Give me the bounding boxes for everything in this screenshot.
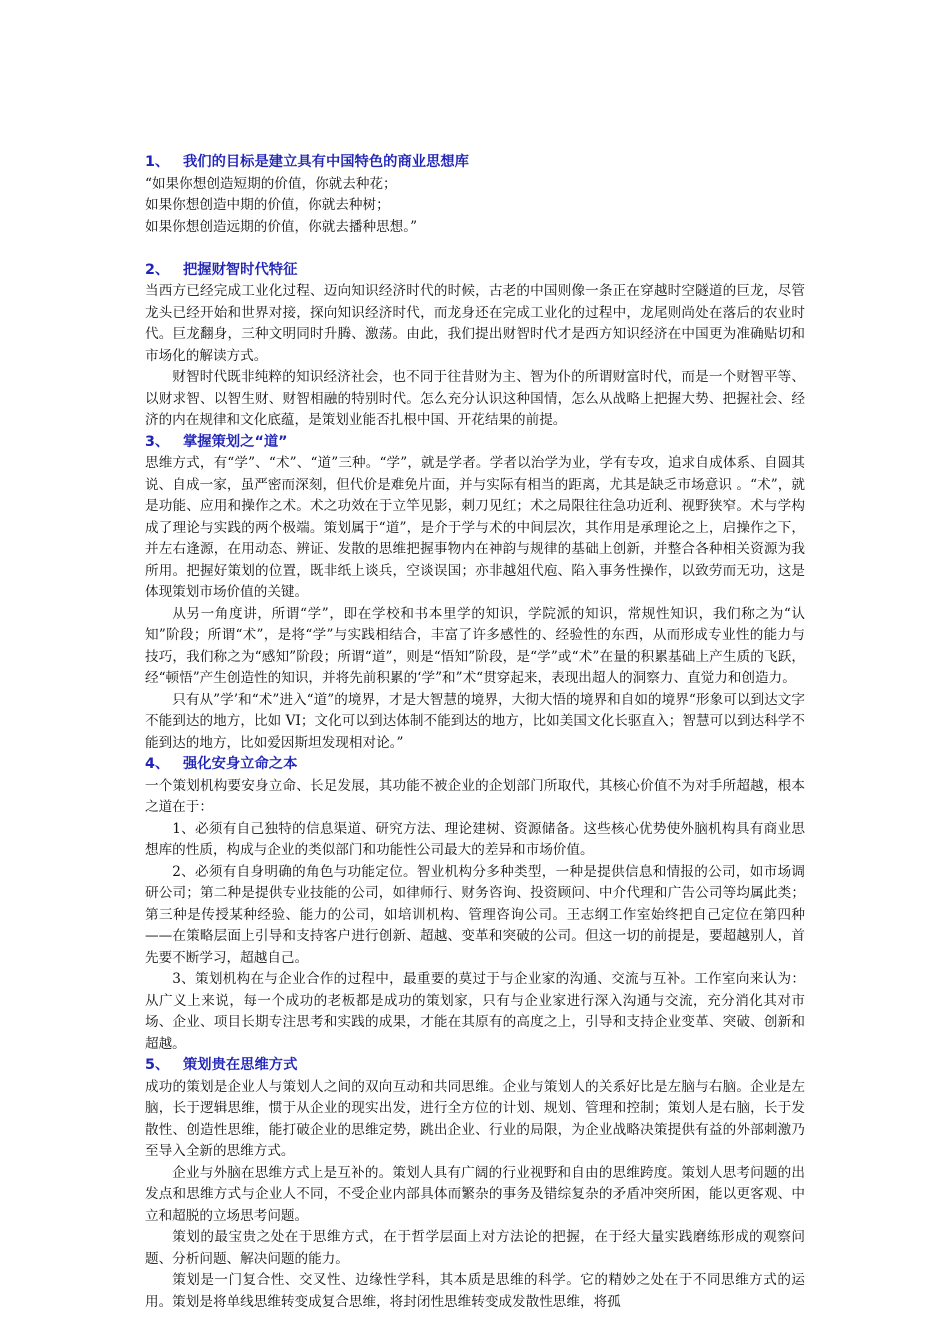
paragraph: 成功的策划是企业人与策划人之间的双向互动和共同思维。企业与策划人的关系好比是左脑与右脑。企业是左脑，长于逻辑思维，惯于从企业的现实出发，进行全方位的计划、规划、管理和控制；策划人是右脑，长于发散性、创造性思维，能打破企业的思维定势，跳出企业、行业的局限，为企业战略决策提供有益的外部刺激乃至导入全新的思维方式。	[145, 1078, 805, 1159]
paragraph: 1、必须有自己独特的信息渠道、研究方法、理论建树、资源储备。这些核心优势使外脑机构具有商业思想库的性质，构成与企业的类似部门和功能性公司最大的差异和市场价值。	[145, 820, 805, 858]
section-heading	[145, 260, 805, 282]
quote-line: 如果你想创造中期的价值，你就去种树；	[145, 197, 390, 213]
section-number: 3、	[145, 433, 170, 450]
paragraph: 从另一角度讲，所谓“学”，即在学校和书本里学的知识，学院派的知识，常规性知识，我们称之为“认知”阶段；所谓“术”，是将“学”与实践相结合，丰富了许多感性的、经验性的东西，从而形成专业性的能力与技巧，我们称之为“感知”阶段；所谓“道”，则是“悟知”阶段，是“学”或“术”在量的积累基础上产生质的飞跃，经“顿悟”产生创造性的知识，并将先前积累的‘学”和”术“贯穿起来，表现出超人的洞察力、直觉力和创造力。	[145, 605, 805, 686]
section-title: 我们的目标是建立具有中国特色的商业思想库	[183, 154, 469, 170]
quote-line: 如果你想创造远期的价值，你就去播种思想。”	[145, 218, 418, 235]
paragraph: 2、必须有自身明确的角色与功能定位。智业机构分多种类型，一种是提供信息和情报的公司，如市场调研公司；第二种是提供专业技能的公司，如律师行、财务咨询、投资顾问、中介代理和广告公司等均属此类；第三种是传授某种经验、能力的公司，如培训机构、管理咨询公司。王志纲工作室始终把自己定位在第四种——在策略层面上引导和支持客户进行创新、超越、变革和突破的公司。但这一切的前提是，要超越别人，首先要不断学习，超越自己。	[145, 863, 805, 966]
paragraph: 企业与外脑在思维方式上是互补的。策划人具有广阔的行业视野和自由的思维跨度。策划人思考问题的出发点和思维方式与企业人不同，不受企业内部具体而繁杂的事务及错综复杂的矛盾冲突所困，能以更客观、中立和超脱的立场思考问题。	[145, 1164, 805, 1224]
quote-line: “如果你想创造短期的价值，你就去种花；	[145, 175, 397, 192]
section-heading	[145, 1055, 805, 1077]
section-number: 1、	[145, 154, 170, 170]
document-body	[145, 152, 805, 1313]
spacer	[145, 238, 805, 260]
paragraph: 思维方式，有“学”、“术”、“道”三种。“学”，就是学者。学者以治学为业，学有专攻，追求自成体系、自圆其说、自成一家，虽严密而深刻，但代价是难免片面，并与实际有相当的距离，尤其是缺乏市场意识 。“术”，就是功能、应用和操作之术。术之功效在于立竿见影，刺刀见红；术之局限往往急功近利、视野狭窄。术与学构成了理论与实践的两个极端。策划属于“道”，是介于学与术的中间层次，其作用是承理论之上，启操作之下，并左右逢源，在用动态、辨证、发散的思维把握事物内在神韵与规律的基础上创新，并整合各种相关资源为我所用。把握好策划的位置，既非纸上谈兵，空谈误国；亦非越俎代庖、陷入事务性操作，以致劳而无功，这是体现策划市场价值的关键。	[145, 455, 805, 600]
paragraph: 只有从”学’和“术”进入“道”的境界，才是大智慧的境界，大彻大悟的境界和自如的境界“形象可以到达文字不能到达的地方，比如 VI；文化可以到达体制不能到达的地方，比如美国文化长驱直入；智慧可以到达科学不能到达的地方，比如爱因斯坦发现相对论。”	[145, 691, 805, 751]
paragraph: 当西方已经完成工业化过程、迈向知识经济时代的时候，古老的中国则像一条正在穿越时空隧道的巨龙，尽管龙头已经开始和世界对接，探向知识经济时代，而龙身还在完成工业化的过程中，龙尾则尚处在落后的农业时代。巨龙翻身，三种文明同时升腾、激荡。由此，我们提出财智时代才是西方知识经济在中国更为准确贴切和市场化的解读方式。	[145, 283, 805, 364]
section-number: 5、	[145, 1057, 170, 1073]
section-title: 强化安身立命之本	[183, 756, 298, 772]
section-title: 掌握策划之“道”	[183, 433, 288, 450]
section-number: 2、	[145, 261, 170, 278]
paragraph: 策划的最宝贵之处在于思维方式，在于哲学层面上对方法论的把握，在于经大量实践磨练形成的观察问题、分析问题、解决问题的能力。	[145, 1229, 805, 1267]
paragraph: 一个策划机构要安身立命、长足发展，其功能不被企业的企划部门所取代，其核心价值不为对手所超越，根本之道在于：	[145, 777, 805, 815]
paragraph: 3、策划机构在与企业合作的过程中，最重要的莫过于与企业家的沟通、交流与互补。工作室向来认为：从广义上来说，每一个成功的老板都是成功的策划家，只有与企业家进行深入沟通与交流，充分消化其对市场、企业、项目长期专注思考和实践的成果，才能在其原有的高度之上，引导和支持企业变革、突破、创新和超越。	[145, 971, 805, 1052]
paragraph: 财智时代既非纯粹的知识经济社会，也不同于往昔财为主、智为仆的所谓财富时代，而是一个财智平等、以财求智、以智生财、财智相融的特别时代。怎么充分认识这种国情，怎么从战略上把握大势、把握社会、经济的内在规律和文化底蕴，是策划业能否扎根中国、开花结果的前提。	[145, 369, 805, 428]
section-heading	[145, 754, 805, 776]
section-title: 策划贵在思维方式	[183, 1057, 298, 1073]
section-heading	[145, 152, 805, 174]
section-title: 把握财智时代特征	[183, 261, 298, 278]
section-heading	[145, 432, 805, 454]
paragraph: 策划是一门复合性、交叉性、边缘性学科，其本质是思维的科学。它的精妙之处在于不同思维方式的运用。策划是将单线思维转变成复合思维，将封闭性思维转变成发散性思维，将孤	[145, 1272, 805, 1310]
section-number: 4、	[145, 756, 170, 772]
